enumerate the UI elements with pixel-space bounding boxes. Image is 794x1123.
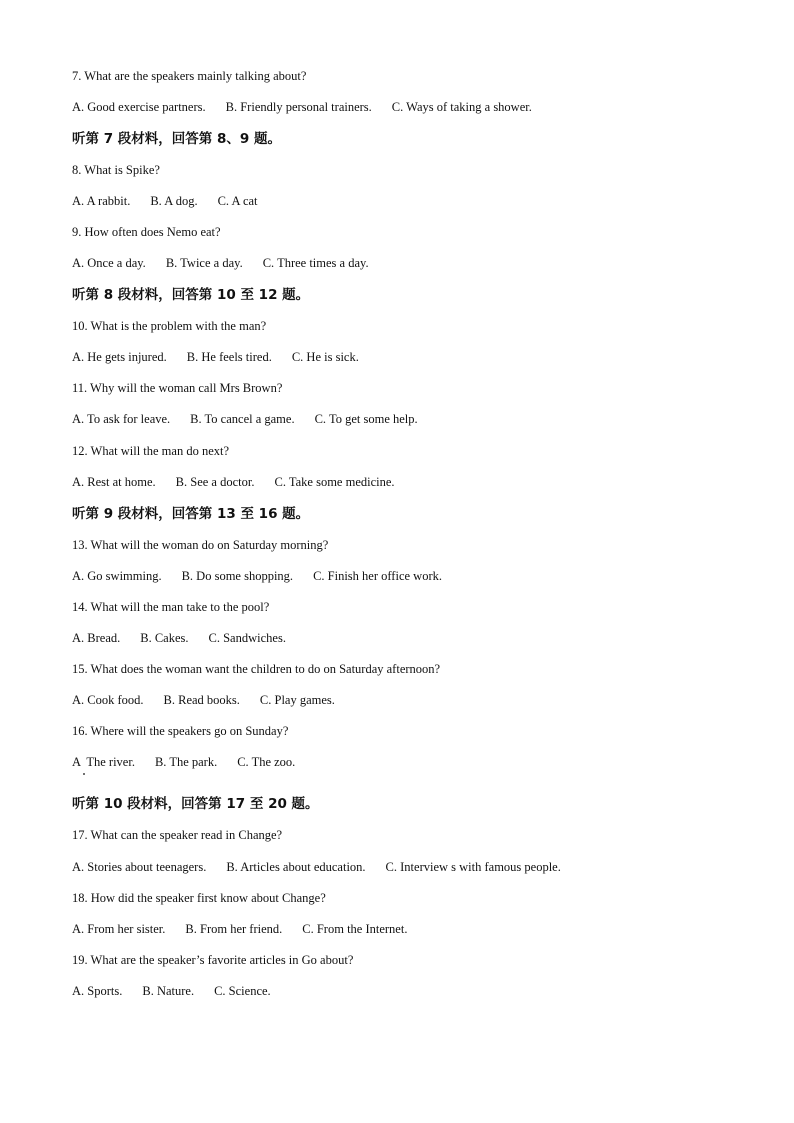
answer-option: C. Interview s with famous people. (385, 860, 561, 874)
answer-options (72, 193, 258, 209)
answer-option: A. Go swimming. (72, 569, 162, 583)
answer-option: B. See a doctor. (175, 475, 255, 489)
answer-options (72, 474, 395, 490)
answer-option: C. Three times a day. (262, 256, 369, 270)
answer-option: A. Cook food. (72, 693, 144, 707)
answer-option: A. Bread. (72, 631, 121, 645)
question-stem: 19. What are the speaker’s favorite articles in Go about? (72, 953, 354, 967)
answer-option: C. Play games. (259, 693, 335, 707)
answer-options (72, 983, 271, 999)
answer-option: C. Sandwiches. (208, 631, 286, 645)
answer-option: B. Articles about education. (226, 860, 366, 874)
answer-option: C. He is sick. (291, 350, 359, 364)
answer-option: B. Do some shopping. (181, 569, 294, 583)
answer-option: A. Sports. (72, 984, 123, 998)
answer-option: C. Take some medicine. (274, 475, 395, 489)
question-stem: 9. How often does Nemo eat? (72, 225, 221, 239)
answer-option: B. The park. (154, 755, 218, 769)
question-stem: 12. What will the man do next? (72, 444, 230, 458)
answer-options (72, 859, 561, 875)
question-stem: 15. What does the woman want the children to do on Saturday afternoon? (72, 662, 441, 676)
answer-option: A The river. (72, 755, 135, 769)
answer-options (72, 349, 359, 365)
answer-option: A. Once a day. (72, 256, 146, 270)
answer-option: C. To get some help. (314, 412, 418, 426)
answer-options (72, 99, 532, 115)
answer-option: C. Finish her office work. (313, 569, 442, 583)
answer-option: C. Ways of taking a shower. (391, 100, 532, 114)
answer-option: A. Good exercise partners. (72, 100, 206, 114)
answer-options (72, 568, 442, 584)
answer-option: B. Cakes. (140, 631, 189, 645)
answer-option: B. He feels tired. (186, 350, 272, 364)
section-heading: 听第 9 段材料，回答第 13 至 16 题。 (72, 506, 310, 522)
section-heading: 听第 8 段材料，回答第 10 至 12 题。 (72, 287, 310, 303)
answer-option: C. A cat (217, 194, 258, 208)
question-stem: 17. What can the speaker read in Change? (72, 828, 283, 842)
answer-options (72, 754, 295, 770)
answer-option: B. To cancel a game. (190, 412, 295, 426)
section-heading: 听第 10 段材料，回答第 17 至 20 题。 (72, 796, 319, 812)
question-stem: 7. What are the speakers mainly talking about? (72, 69, 307, 83)
stray-mark (83, 773, 85, 775)
answer-option: A. To ask for leave. (72, 412, 171, 426)
answer-option: C. The zoo. (237, 755, 296, 769)
answer-option: B. Friendly personal trainers. (225, 100, 372, 114)
answer-options (72, 411, 418, 427)
answer-option: B. Read books. (163, 693, 240, 707)
answer-option: A. A rabbit. (72, 194, 131, 208)
question-stem: 14. What will the man take to the pool? (72, 600, 270, 614)
answer-option: A. Rest at home. (72, 475, 156, 489)
question-stem: 16. Where will the speakers go on Sunday? (72, 724, 289, 738)
answer-options (72, 630, 286, 646)
question-stem: 13. What will the woman do on Saturday morning? (72, 538, 329, 552)
answer-option: B. Twice a day. (165, 256, 243, 270)
answer-option: C. Science. (214, 984, 271, 998)
question-stem: 10. What is the problem with the man? (72, 319, 267, 333)
answer-options (72, 692, 335, 708)
question-stem: 18. How did the speaker first know about Change? (72, 891, 326, 905)
answer-option: B. Nature. (142, 984, 195, 998)
answer-option: B. From her friend. (185, 922, 283, 936)
section-heading: 听第 7 段材料，回答第 8、9 题。 (72, 131, 281, 147)
answer-option: C. From the Internet. (302, 922, 408, 936)
question-stem: 11. Why will the woman call Mrs Brown? (72, 381, 283, 395)
answer-options (72, 921, 407, 937)
answer-option: A. He gets injured. (72, 350, 167, 364)
answer-option: A. Stories about teenagers. (72, 860, 207, 874)
answer-options (72, 255, 369, 271)
answer-option: A. From her sister. (72, 922, 166, 936)
answer-option: B. A dog. (150, 194, 198, 208)
question-stem: 8. What is Spike? (72, 163, 160, 177)
